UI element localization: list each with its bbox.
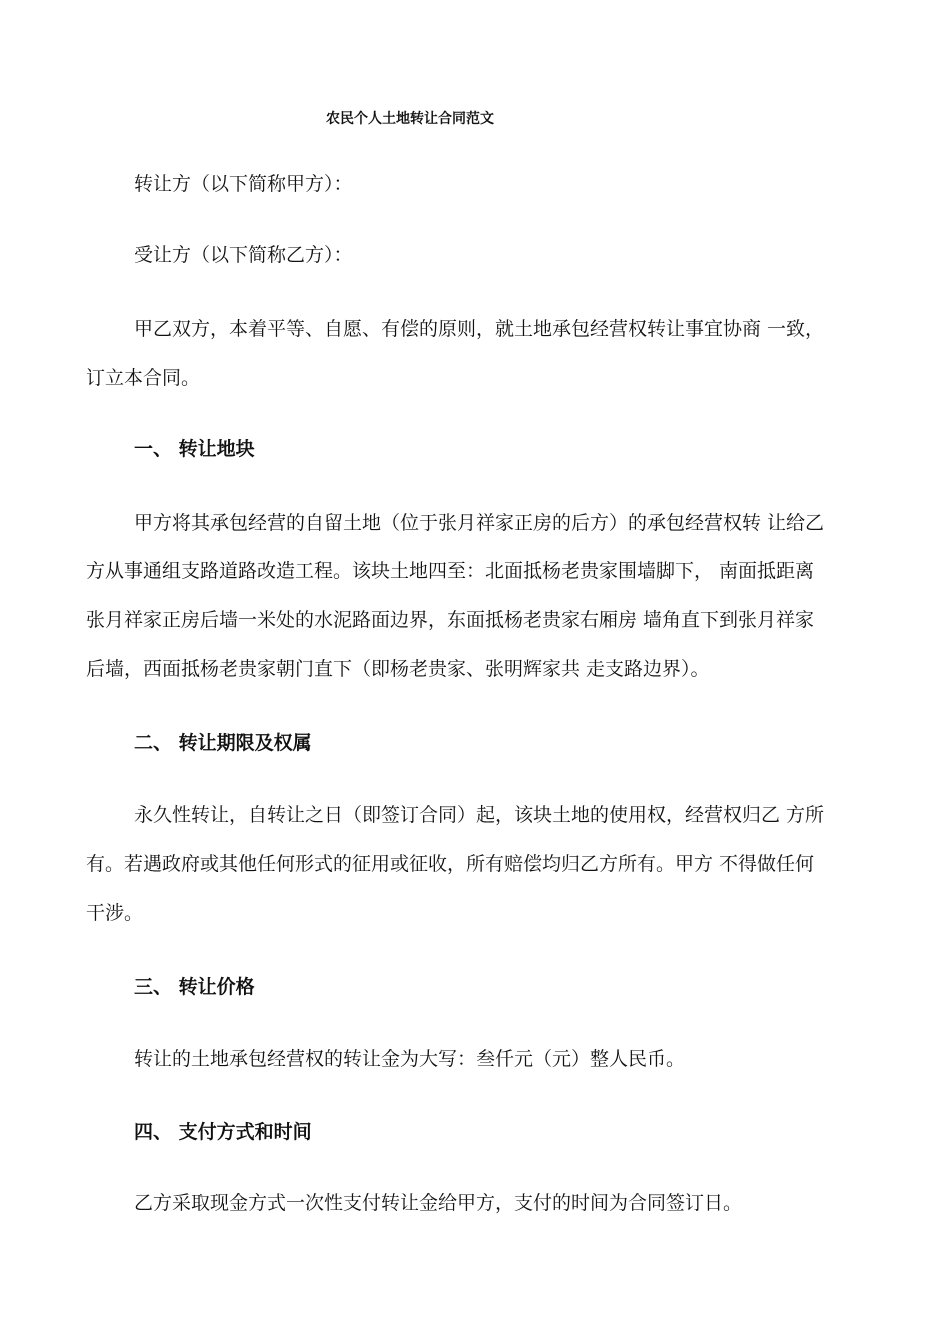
section-4-line-1: 乙方采取现金方式一次性支付转让金给甲方，支付的时间为合同签订日。 [134, 1192, 743, 1214]
section-2-line-2: 有。若遇政府或其他任何形式的征用或征收，所有赔偿均归乙方所有。甲方 不得做任何 [86, 853, 815, 875]
party-a-line: 转让方（以下简称甲方）： [134, 173, 353, 195]
section-1-heading: 一、 转让地块 [134, 438, 255, 460]
section-2-line-1: 永久性转让，自转让之日（即签订合同）起，该块土地的使用权，经营权归乙 方所 [134, 804, 825, 826]
section-2-heading: 二、 转让期限及权属 [134, 732, 312, 754]
intro-line-2: 订立本合同。 [86, 367, 201, 389]
section-3-line-1: 转让的土地承包经营权的转让金为大写：叁仟元（元）整人民币。 [134, 1048, 686, 1070]
section-1-line-2: 方从事通组支路道路改造工程。该块土地四至：北面抵杨老贵家围墙脚下， 南面抵距离 [86, 560, 815, 582]
section-1-line-3: 张月祥家正房后墙一米处的水泥路面边界，东面抵杨老贵家右厢房 墙角直下到张月祥家 [86, 609, 815, 631]
section-3-heading: 三、 转让价格 [134, 976, 255, 998]
document-title: 农民个人土地转让合同范文 [326, 111, 494, 127]
section-1-line-1: 甲方将其承包经营的自留土地（位于张月祥家正房的后方）的承包经营权转 让给乙 [134, 512, 825, 534]
section-1-line-4: 后墙，西面抵杨老贵家朝门直下（即杨老贵家、张明辉家共 走支路边界）。 [86, 658, 710, 680]
section-2-line-3: 干涉。 [86, 902, 144, 924]
intro-line-1: 甲乙双方，本着平等、自愿、有偿的原则，就土地承包经营权转让事宜协商 一致， [134, 318, 825, 340]
section-4-heading: 四、 支付方式和时间 [134, 1121, 312, 1143]
party-b-line: 受让方（以下简称乙方）： [134, 244, 353, 266]
